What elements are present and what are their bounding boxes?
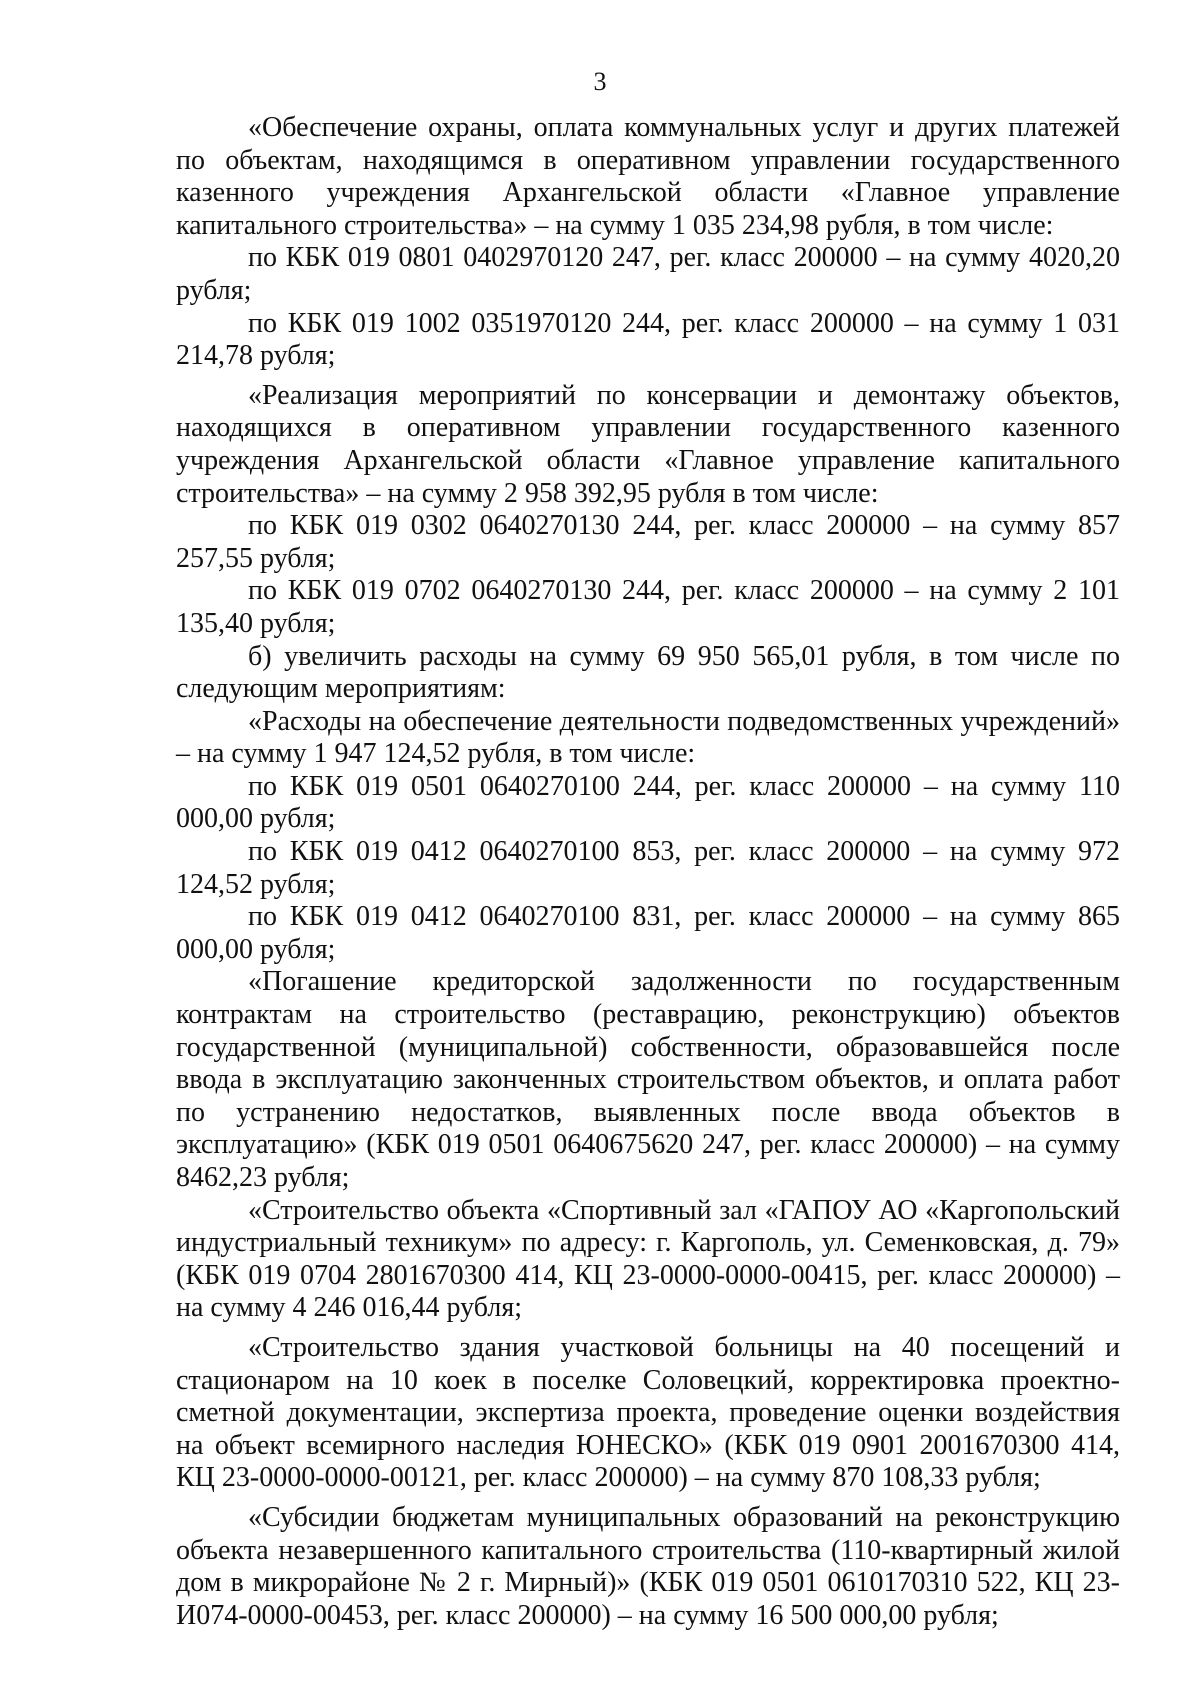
paragraph-kbk-0501-244: по КБК 019 0501 0640270100 244, рег. класс 200000 – на сумму 110 000,00 рубля;	[176, 770, 1120, 835]
paragraph-mirny-subsidy: «Субсидии бюджетам муниципальных образований на реконструкцию объекта незавершенного капитального строительства (110-квартирный жилой дом в микрорайоне № 2 г. Мирный)» (КБК 019 0501 0610170310 522, КЦ 23-И074-0000-00453, рег. класс 200000) – на сумму 16 500 000,00 рубля;	[176, 1501, 1120, 1631]
paragraph-conservation-demolition: «Реализация мероприятий по консервации и демонтажу объектов, находящихся в оперативном управлении государственного казенного учреждения Архангельской области «Главное управление капитального строительства» – на сумму 2 958 392,95 рубля в том числе:	[176, 379, 1120, 509]
page-number: 3	[593, 67, 607, 96]
paragraph-kbk-0412-853: по КБК 019 0412 0640270100 853, рег. класс 200000 – на сумму 972 124,52 рубля;	[176, 836, 1120, 900]
paragraph-kbk-0702: по КБК 019 0702 0640270130 244, рег. класс 200000 – на сумму 2 101 135,40 рубля;	[176, 575, 1120, 639]
paragraph-sports-hall: «Строительство объекта «Спортивный зал «ГАПОУ АО «Каргопольский индустриальный техникум» по адресу: г. Каргополь, ул. Семенковская, д. 79» (КБК 019 0704 2801670300 414, КЦ 23-0000-0000-00415, рег. класс 200000) – на сумму 4 246 016,44 рубля;	[176, 1194, 1120, 1324]
paragraph-increase-expenses: б) увеличить расходы на сумму 69 950 565,01 рубля, в том числе по следующим мероприятиям:	[176, 640, 1120, 705]
document-body	[176, 112, 1120, 1632]
paragraph-security-utilities: «Обеспечение охраны, оплата коммунальных услуг и других платежей по объектам, находящимся в оперативном управлении государственного казенного учреждения Архангельской области «Главное управление капитального строительства» – на сумму 1 035 234,98 рубля, в том числе:	[176, 112, 1120, 241]
paragraph-payables-repayment: «Погашение кредиторской задолженности по государственным контрактам на строительство (реставрацию, реконструкцию) объектов государственной (муниципальной) собственности, образовавшейся после ввода в эксплуатацию законченных строительством объектов, и оплата работ по устранению недостатков, выявленных после ввода объектов в эксплуатацию» (КБК 019 0501 0640675620 247, рег. класс 200000) – на сумму 8462,23 рубля;	[176, 966, 1120, 1193]
paragraph-solovetsky-hospital: «Строительство здания участковой больницы на 40 посещений и стационаром на 10 коек в поселке Соловецкий, корректировка проектно-сметной документации, экспертиза проекта, проведение оценки воздействия на объект всемирного наследия ЮНЕСКО» (КБК 019 0901 2001670300 414, КЦ 23-0000-0000-00121, рег. класс 200000) – на сумму 870 108,33 рубля;	[176, 1331, 1120, 1494]
paragraph-subordinate-institutions: «Расходы на обеспечение деятельности подведомственных учреждений» – на сумму 1 947 124,52 рубля, в том числе:	[176, 705, 1120, 770]
paragraph-kbk-1002: по КБК 019 1002 0351970120 244, рег. класс 200000 – на сумму 1 031 214,78 рубля;	[176, 307, 1120, 372]
paragraph-kbk-0302: по КБК 019 0302 0640270130 244, рег. класс 200000 – на сумму 857 257,55 рубля;	[176, 510, 1120, 574]
paragraph-kbk-0412-831: по КБК 019 0412 0640270100 831, рег. класс 200000 – на сумму 865 000,00 рубля;	[176, 901, 1120, 965]
paragraph-kbk-0801: по КБК 019 0801 0402970120 247, рег. класс 200000 – на сумму 4020,20 рубля;	[176, 242, 1120, 306]
